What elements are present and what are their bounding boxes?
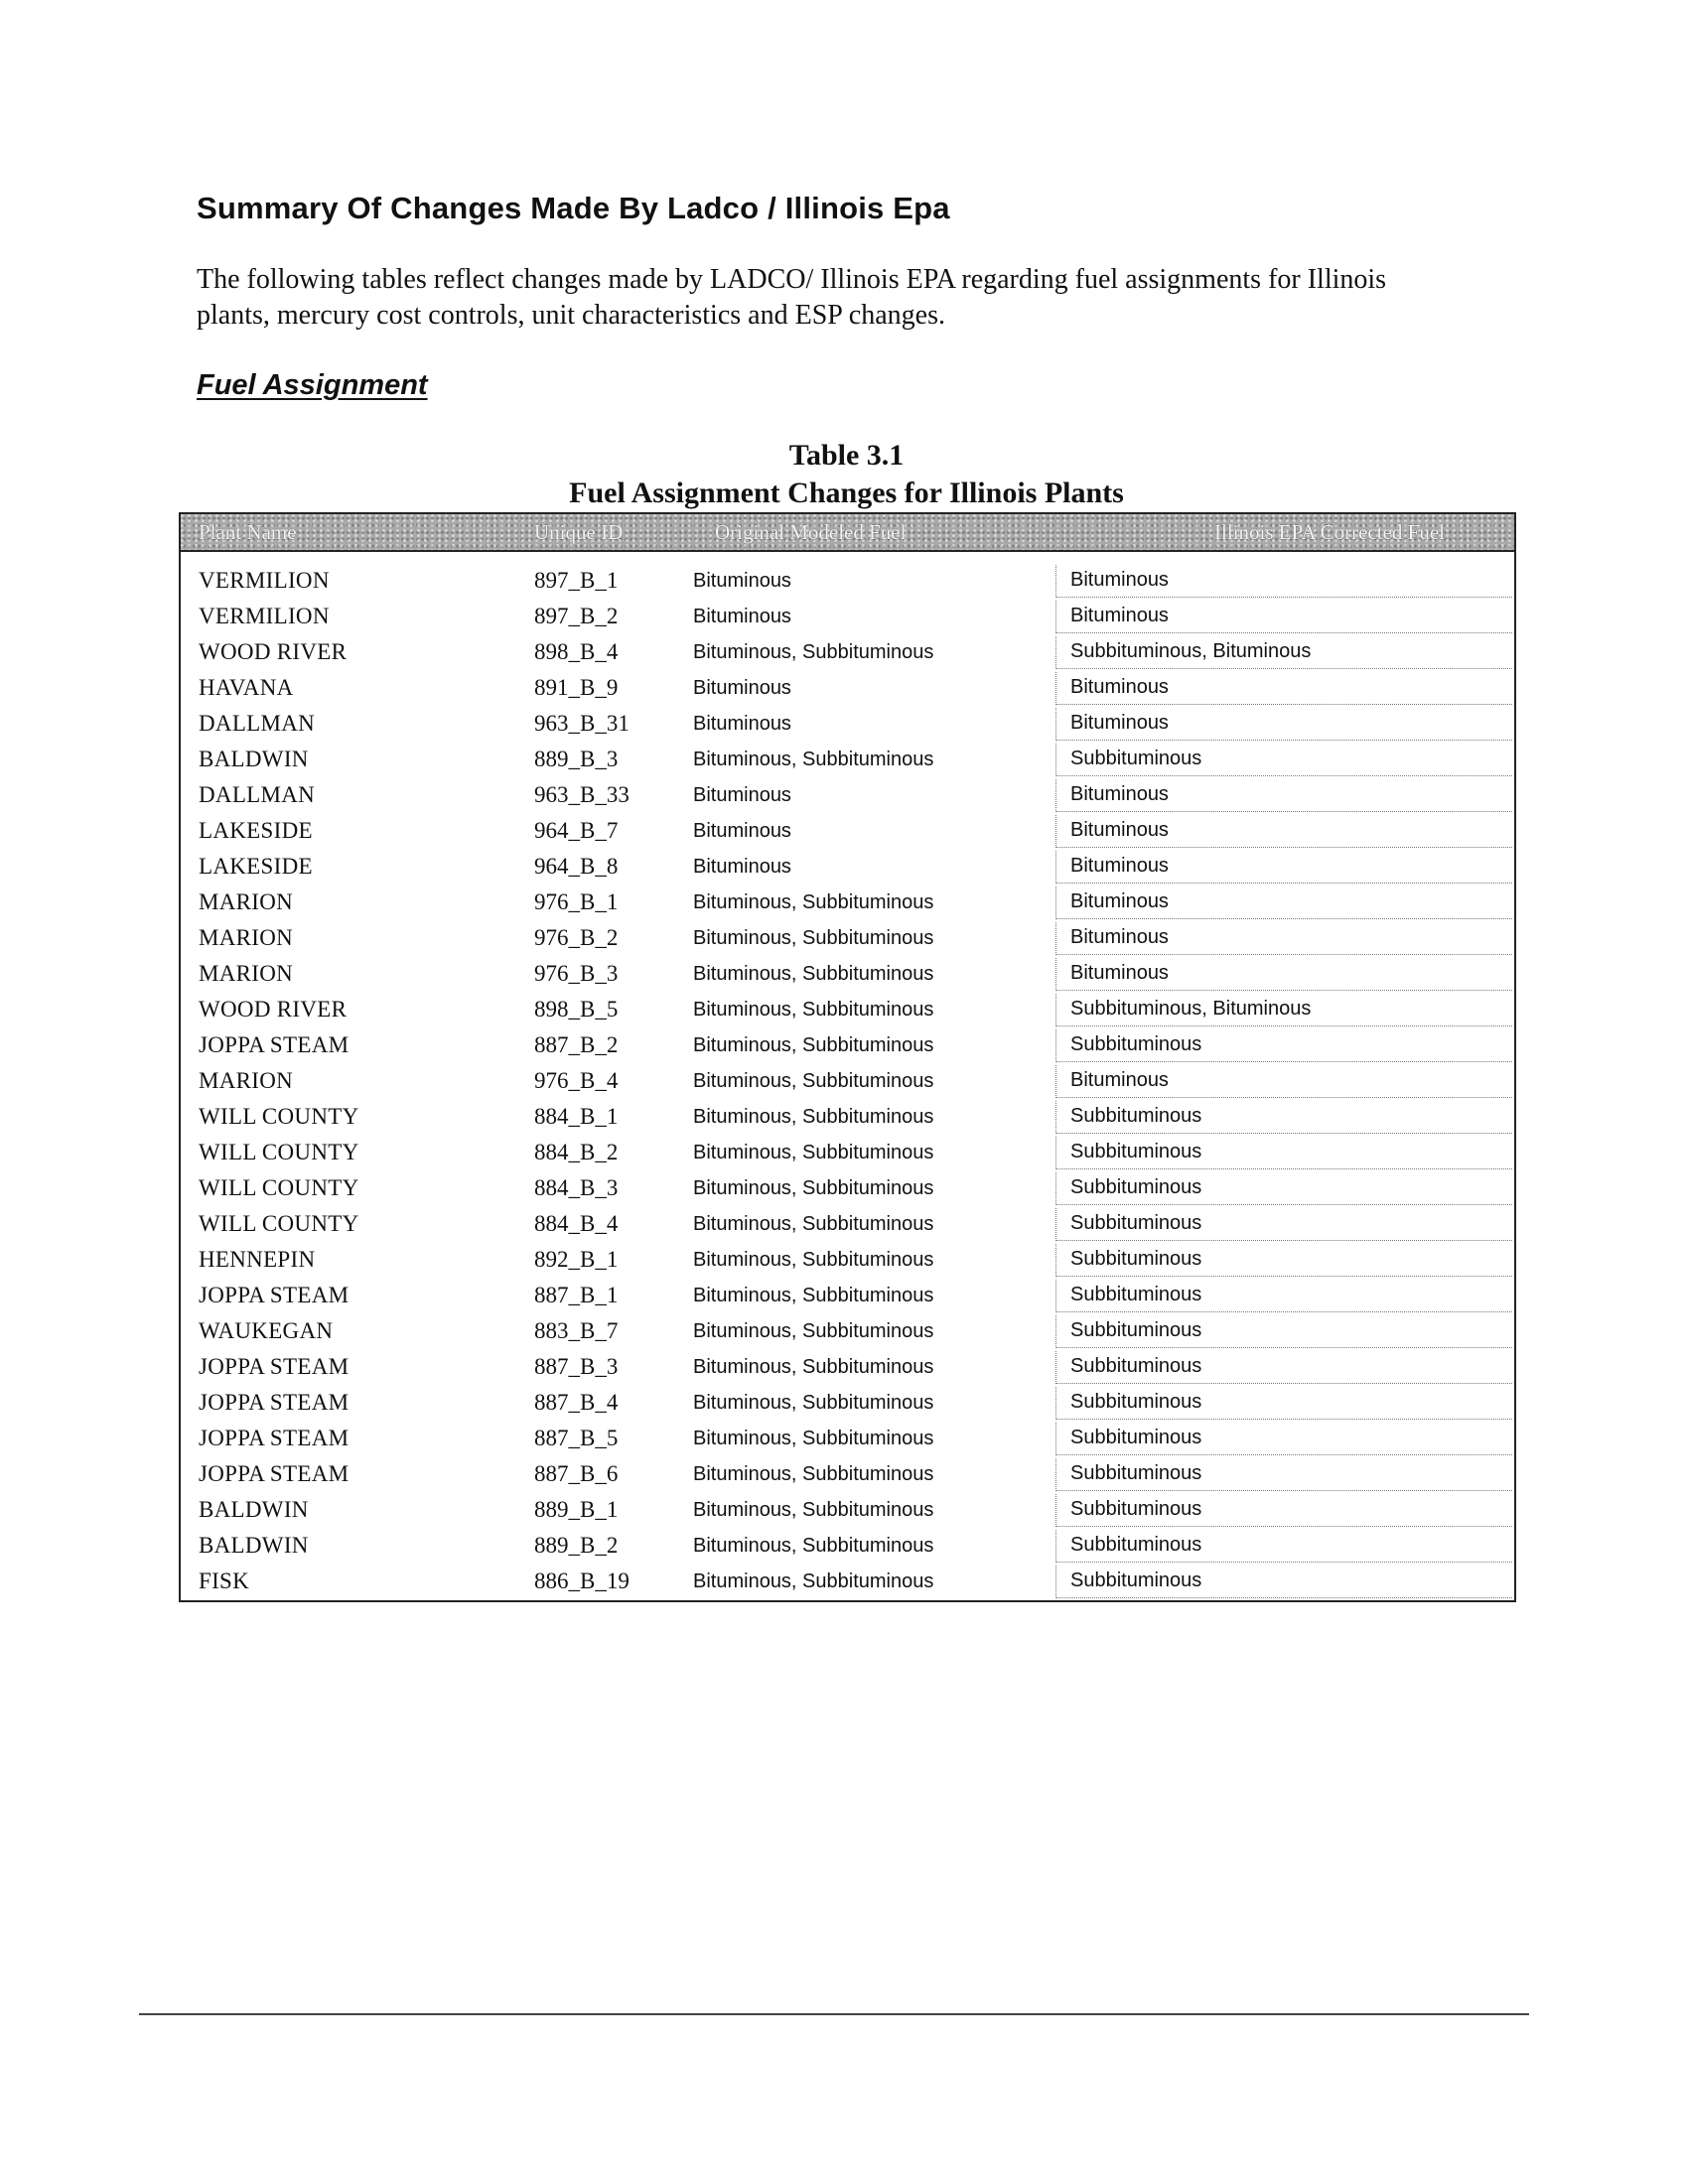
cell-unique-id: 898_B_5 — [534, 997, 619, 1022]
table-row — [181, 741, 1514, 776]
table-row — [181, 884, 1514, 919]
cell-corrected-fuel: Bituminous — [1055, 672, 1512, 705]
cell-unique-id: 889_B_3 — [534, 747, 619, 771]
cell-unique-id: 887_B_6 — [534, 1461, 619, 1486]
cell-original-fuel: Bituminous, Subbituminous — [693, 927, 934, 949]
cell-corrected-fuel: Bituminous — [1055, 1065, 1512, 1098]
cell-corrected-fuel: Subbituminous — [1055, 1423, 1512, 1455]
cell-unique-id: 976_B_2 — [534, 925, 619, 950]
cell-plant-name: HENNEPIN — [199, 1247, 316, 1272]
cell-corrected-fuel: Subbituminous — [1055, 1172, 1512, 1205]
cell-unique-id: 963_B_33 — [534, 782, 630, 807]
cell-plant-name: MARION — [199, 961, 294, 986]
cell-plant-name: MARION — [199, 889, 294, 914]
cell-original-fuel: Bituminous, Subbituminous — [693, 999, 934, 1021]
cell-plant-name: JOPPA STEAM — [199, 1354, 350, 1379]
cell-original-fuel: Bituminous — [693, 784, 791, 806]
cell-original-fuel: Bituminous, Subbituminous — [693, 1356, 934, 1378]
cell-original-fuel: Bituminous, Subbituminous — [693, 1177, 934, 1199]
cell-plant-name: VERMILION — [199, 568, 330, 593]
cell-original-fuel: Bituminous — [693, 677, 791, 699]
table-row — [181, 1026, 1514, 1062]
cell-original-fuel: Bituminous, Subbituminous — [693, 641, 934, 663]
column-header-original-fuel: Original Modeled Fuel — [715, 519, 907, 544]
cell-original-fuel: Bituminous — [693, 570, 791, 592]
cell-original-fuel: Bituminous — [693, 820, 791, 842]
table-row — [181, 1277, 1514, 1312]
cell-original-fuel: Bituminous, Subbituminous — [693, 1213, 934, 1235]
column-header-unique-id: Unique ID — [534, 519, 624, 544]
cell-corrected-fuel: Subbituminous — [1055, 1458, 1512, 1491]
cell-original-fuel: Bituminous, Subbituminous — [693, 1249, 934, 1271]
cell-plant-name: JOPPA STEAM — [199, 1032, 350, 1057]
table-row — [181, 1491, 1514, 1527]
cell-original-fuel: Bituminous, Subbituminous — [693, 1070, 934, 1092]
table-row — [181, 955, 1514, 991]
cell-plant-name: LAKESIDE — [199, 818, 313, 843]
table-row — [181, 1420, 1514, 1455]
cell-original-fuel: Bituminous, Subbituminous — [693, 1285, 934, 1306]
cell-plant-name: WILL COUNTY — [199, 1211, 359, 1236]
table-row — [181, 562, 1514, 598]
cell-unique-id: 889_B_2 — [534, 1533, 619, 1558]
cell-plant-name: HAVANA — [199, 675, 294, 700]
cell-corrected-fuel: Bituminous — [1055, 958, 1512, 991]
cell-original-fuel: Bituminous, Subbituminous — [693, 1034, 934, 1056]
cell-plant-name: WOOD RIVER — [199, 639, 348, 664]
table-row — [181, 1312, 1514, 1348]
cell-corrected-fuel: Subbituminous — [1055, 1315, 1512, 1348]
cell-unique-id: 976_B_1 — [534, 889, 619, 914]
cell-corrected-fuel: Subbituminous — [1055, 1029, 1512, 1062]
cell-original-fuel: Bituminous — [693, 856, 791, 878]
section-heading: Summary Of Changes Made By Ladco / Illinois Epa — [197, 191, 950, 225]
cell-plant-name: BALDWIN — [199, 747, 309, 771]
cell-plant-name: DALLMAN — [199, 782, 316, 807]
cell-corrected-fuel: Subbituminous — [1055, 1280, 1512, 1312]
table-caption — [179, 437, 1514, 512]
table-title: Fuel Assignment Changes for Illinois Plants — [569, 477, 1124, 509]
cell-plant-name: WILL COUNTY — [199, 1140, 359, 1164]
table-row — [181, 1455, 1514, 1491]
cell-corrected-fuel: Bituminous — [1055, 851, 1512, 884]
table-row — [181, 776, 1514, 812]
cell-plant-name: MARION — [199, 1068, 294, 1093]
cell-original-fuel: Bituminous, Subbituminous — [693, 1320, 934, 1342]
cell-corrected-fuel: Subbituminous — [1055, 1351, 1512, 1384]
cell-corrected-fuel: Subbituminous — [1055, 1137, 1512, 1169]
table-row — [181, 705, 1514, 741]
table-header-row — [181, 514, 1514, 552]
cell-corrected-fuel: Subbituminous — [1055, 1387, 1512, 1420]
cell-plant-name: FISK — [199, 1569, 250, 1593]
cell-original-fuel: Bituminous, Subbituminous — [693, 891, 934, 913]
cell-plant-name: MARION — [199, 925, 294, 950]
column-header-plant-name: Plant Name — [199, 519, 297, 544]
cell-corrected-fuel: Subbituminous — [1055, 1208, 1512, 1241]
cell-original-fuel: Bituminous — [693, 606, 791, 627]
cell-unique-id: 898_B_4 — [534, 639, 619, 664]
table-row — [181, 1348, 1514, 1384]
cell-unique-id: 887_B_4 — [534, 1390, 619, 1415]
table-row — [181, 1384, 1514, 1420]
cell-plant-name: LAKESIDE — [199, 854, 313, 879]
cell-plant-name: BALDWIN — [199, 1533, 309, 1558]
table-row — [181, 669, 1514, 705]
cell-plant-name: JOPPA STEAM — [199, 1461, 350, 1486]
cell-original-fuel: Bituminous, Subbituminous — [693, 1463, 934, 1485]
table-row — [181, 1205, 1514, 1241]
table-row — [181, 1563, 1514, 1598]
cell-corrected-fuel: Subbituminous — [1055, 1566, 1512, 1598]
cell-unique-id: 976_B_3 — [534, 961, 619, 986]
cell-unique-id: 963_B_31 — [534, 711, 630, 736]
cell-corrected-fuel: Bituminous — [1055, 815, 1512, 848]
cell-unique-id: 886_B_19 — [534, 1569, 630, 1593]
cell-original-fuel: Bituminous — [693, 713, 791, 735]
cell-unique-id: 897_B_1 — [534, 568, 619, 593]
cell-unique-id: 887_B_3 — [534, 1354, 619, 1379]
cell-unique-id: 891_B_9 — [534, 675, 619, 700]
cell-plant-name: VERMILION — [199, 604, 330, 628]
cell-corrected-fuel: Bituminous — [1055, 887, 1512, 919]
fuel-assignment-table — [179, 512, 1516, 1602]
subsection-heading: Fuel Assignment — [197, 369, 428, 401]
table-row — [181, 1527, 1514, 1563]
table-row — [181, 991, 1514, 1026]
cell-original-fuel: Bituminous, Subbituminous — [693, 1499, 934, 1521]
table-row — [181, 848, 1514, 884]
cell-unique-id: 887_B_1 — [534, 1283, 619, 1307]
cell-corrected-fuel: Subbituminous — [1055, 1101, 1512, 1134]
cell-original-fuel: Bituminous, Subbituminous — [693, 1142, 934, 1163]
cell-plant-name: WILL COUNTY — [199, 1104, 359, 1129]
cell-unique-id: 884_B_4 — [534, 1211, 619, 1236]
table-row — [181, 1134, 1514, 1169]
table-row — [181, 598, 1514, 633]
cell-corrected-fuel: Subbituminous, Bituminous — [1055, 636, 1512, 669]
cell-unique-id: 884_B_2 — [534, 1140, 619, 1164]
cell-unique-id: 884_B_3 — [534, 1175, 619, 1200]
cell-original-fuel: Bituminous, Subbituminous — [693, 963, 934, 985]
cell-corrected-fuel: Subbituminous — [1055, 1244, 1512, 1277]
cell-corrected-fuel: Bituminous — [1055, 565, 1512, 598]
cell-corrected-fuel: Subbituminous — [1055, 744, 1512, 776]
cell-plant-name: DALLMAN — [199, 711, 316, 736]
cell-unique-id: 889_B_1 — [534, 1497, 619, 1522]
table-row — [181, 1241, 1514, 1277]
cell-unique-id: 964_B_8 — [534, 854, 619, 879]
footer-divider — [139, 2013, 1529, 2015]
cell-plant-name: JOPPA STEAM — [199, 1283, 350, 1307]
table-row — [181, 1062, 1514, 1098]
cell-original-fuel: Bituminous, Subbituminous — [693, 1535, 934, 1557]
cell-unique-id: 884_B_1 — [534, 1104, 619, 1129]
cell-unique-id: 897_B_2 — [534, 604, 619, 628]
cell-plant-name: WAUKEGAN — [199, 1318, 334, 1343]
table-row — [181, 919, 1514, 955]
cell-plant-name: BALDWIN — [199, 1497, 309, 1522]
table-number: Table 3.1 — [788, 439, 905, 472]
table-row — [181, 1098, 1514, 1134]
cell-plant-name: WOOD RIVER — [199, 997, 348, 1022]
cell-corrected-fuel: Subbituminous — [1055, 1494, 1512, 1527]
intro-paragraph: The following tables reflect changes made by LADCO/ Illinois EPA regarding fuel assignments for Illinois plants, mercury cost controls, unit characteristics and ESP changes. — [197, 264, 1387, 331]
cell-unique-id: 964_B_7 — [534, 818, 619, 843]
cell-corrected-fuel: Bituminous — [1055, 922, 1512, 955]
cell-original-fuel: Bituminous, Subbituminous — [693, 1106, 934, 1128]
cell-corrected-fuel: Bituminous — [1055, 708, 1512, 741]
cell-corrected-fuel: Bituminous — [1055, 601, 1512, 633]
column-header-corrected-fuel: Illinois EPA Corrected Fuel — [1214, 519, 1445, 544]
table-row — [181, 812, 1514, 848]
cell-unique-id: 887_B_2 — [534, 1032, 619, 1057]
cell-unique-id: 883_B_7 — [534, 1318, 619, 1343]
cell-plant-name: JOPPA STEAM — [199, 1426, 350, 1450]
cell-unique-id: 976_B_4 — [534, 1068, 619, 1093]
cell-original-fuel: Bituminous, Subbituminous — [693, 1428, 934, 1449]
table-row — [181, 633, 1514, 669]
cell-unique-id: 892_B_1 — [534, 1247, 619, 1272]
cell-corrected-fuel: Bituminous — [1055, 779, 1512, 812]
cell-plant-name: WILL COUNTY — [199, 1175, 359, 1200]
table-row — [181, 1169, 1514, 1205]
cell-plant-name: JOPPA STEAM — [199, 1390, 350, 1415]
cell-original-fuel: Bituminous, Subbituminous — [693, 1392, 934, 1414]
cell-original-fuel: Bituminous, Subbituminous — [693, 749, 934, 770]
cell-unique-id: 887_B_5 — [534, 1426, 619, 1450]
cell-corrected-fuel: Subbituminous — [1055, 1530, 1512, 1563]
table-body — [181, 552, 1514, 1600]
cell-corrected-fuel: Subbituminous, Bituminous — [1055, 994, 1512, 1026]
cell-original-fuel: Bituminous, Subbituminous — [693, 1570, 934, 1592]
